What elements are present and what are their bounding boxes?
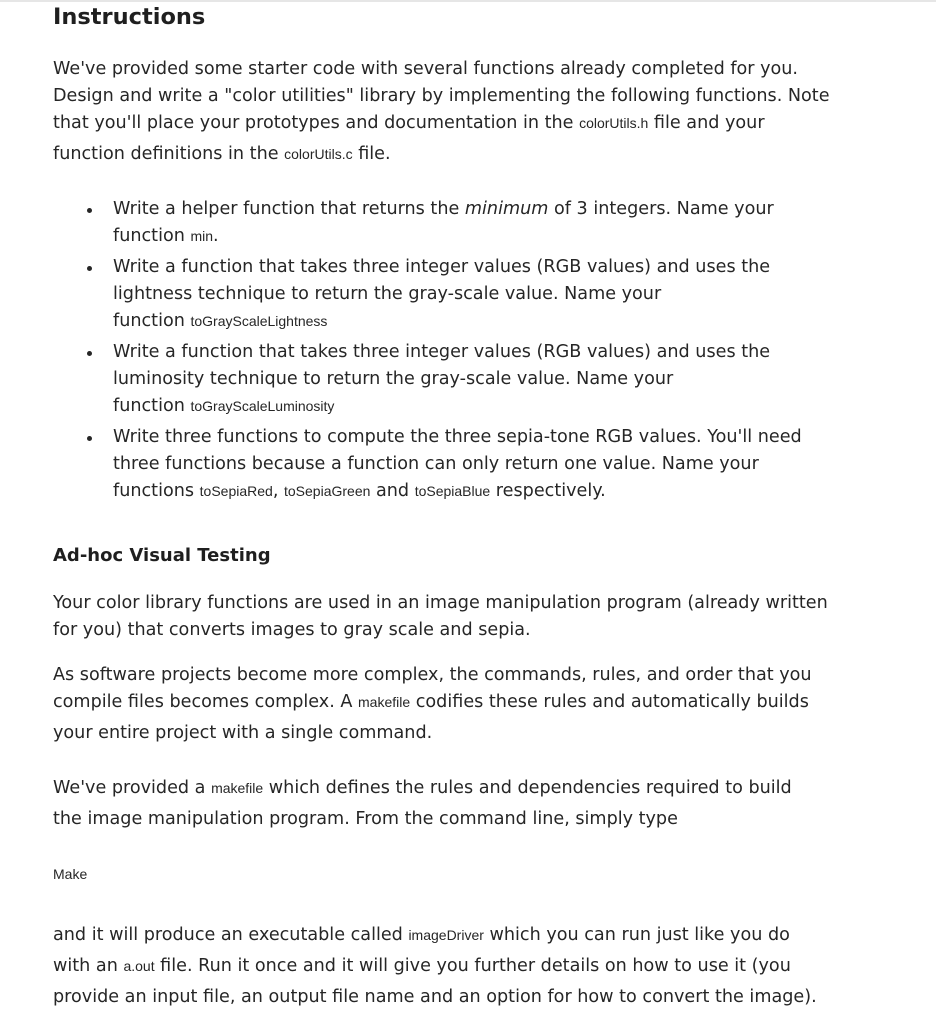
list-item-lightness: Write a function that takes three integer values (RGB values) and uses the lightness technique to return the gray-scale value. Name your function toGrayScaleLightness (53, 254, 802, 335)
command-make: Make (53, 866, 88, 882)
bullet-icon (87, 436, 92, 441)
code-min: min (190, 228, 214, 244)
bullet-icon (87, 208, 92, 213)
code-tograyscalelightness: toGrayScaleLightness (190, 313, 328, 329)
intro-paragraph (53, 56, 830, 168)
code-a-out: a.out (123, 958, 155, 974)
top-divider (0, 0, 936, 2)
list-item-sepia: Write three functions to compute the three sepia-tone RGB values. You'll need three functions because a function can only return one value. Name your functions toSepiaRed, toSepiaGreen and toSepiaBlue respectively. (53, 424, 802, 505)
intro-line-4: function definitions in the colorUtils.c file. (53, 144, 391, 164)
code-makefile: makefile (358, 694, 411, 710)
list-item-min: Write a helper function that returns the minimum of 3 integers. Name your function min. (53, 196, 802, 250)
function-list (53, 196, 802, 505)
code-colorutils-h: colorUtils.h (579, 115, 649, 131)
code-tosepiagreen: toSepiaGreen (284, 483, 371, 499)
bullet-icon (87, 351, 92, 356)
page-title: Instructions (53, 4, 206, 30)
code-colorutils-c: colorUtils.c (284, 146, 353, 162)
code-makefile: makefile (211, 780, 264, 796)
list-item-luminosity: Write a function that takes three integer values (RGB values) and uses the luminosity technique to return the gray-scale value. Name your function toGrayScaleLuminosity (53, 339, 802, 420)
code-tosepiared: toSepiaRed (199, 483, 273, 499)
emphasis-minimum: minimum (464, 199, 549, 219)
section-heading: Ad-hoc Visual Testing (53, 545, 271, 566)
intro-line-3: that you'll place your prototypes and documentation in the colorUtils.h file and your (53, 113, 765, 133)
code-tosepiablue: toSepiaBlue (414, 483, 491, 499)
paragraph-library-usage: Your color library functions are used in an image manipulation program (already written for you) that converts images to gray scale and sepia. (53, 593, 828, 640)
paragraph-image-driver: and it will produce an executable called imageDriver which you can run just like you do with an a.out file. Run it once and it will give you further details on how to use it (you provide an input file, an output file name and an option for how to convert the image). (53, 925, 817, 1007)
bullet-icon (87, 266, 92, 271)
intro-line-1: We've provided some starter code with several functions already completed for you. (53, 59, 799, 79)
intro-line-2: Design and write a "color utilities" library by implementing the following functions. Note (53, 86, 830, 106)
paragraph-makefile-intro: As software projects become more complex, the commands, rules, and order that you compile files becomes complex. A makefile codifies these rules and automatically builds your entire project with a single command. (53, 665, 812, 743)
code-imagedriver: imageDriver (408, 927, 484, 943)
code-tograyscaleluminosity: toGrayScaleLuminosity (190, 398, 335, 414)
paragraph-makefile-provided: We've provided a makefile which defines the rules and dependencies required to build the image manipulation program. From the command line, simply type (53, 778, 792, 829)
